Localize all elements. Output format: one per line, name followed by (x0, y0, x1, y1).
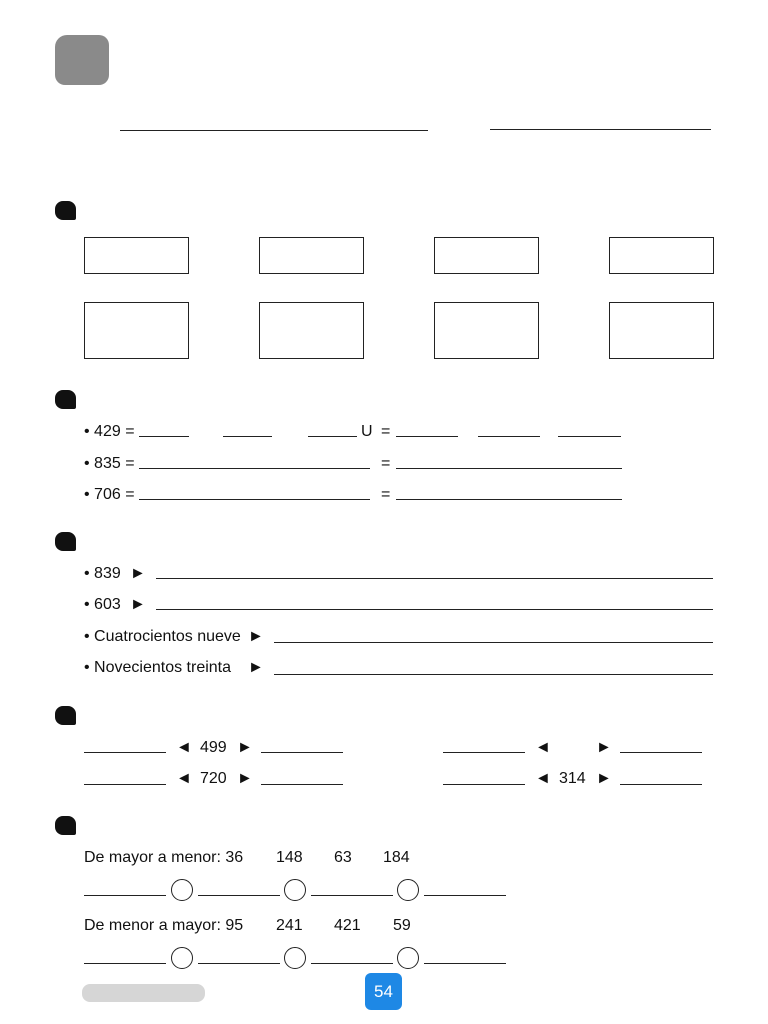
answer-line[interactable] (424, 895, 506, 896)
footer-bar (82, 984, 205, 1002)
answer-line[interactable] (274, 674, 713, 675)
equals-sign: = (381, 486, 391, 503)
answer-line[interactable] (198, 895, 280, 896)
comparison-circle[interactable] (397, 879, 419, 901)
answer-line[interactable] (139, 468, 370, 469)
order-number: 421 (334, 917, 361, 934)
order-label-ascending: De menor a mayor: 95 (84, 917, 244, 934)
answer-line[interactable] (424, 963, 506, 964)
unit-label: U (361, 423, 373, 440)
comparison-circle[interactable] (171, 947, 193, 969)
name-line[interactable] (120, 130, 428, 131)
order-number: 63 (334, 849, 352, 866)
arrow-right-icon: ► (596, 770, 612, 787)
number-499: 499 (200, 739, 227, 756)
arrow-right-icon: ► (130, 596, 146, 613)
number-429: • 429 = (84, 423, 135, 440)
answer-line[interactable] (84, 784, 166, 785)
arrow-left-icon: ◄ (176, 739, 192, 756)
order-number: 184 (383, 849, 410, 866)
comparison-circle[interactable] (397, 947, 419, 969)
answer-box[interactable] (259, 237, 364, 274)
answer-line[interactable] (84, 963, 166, 964)
arrow-right-icon: ► (596, 739, 612, 756)
comparison-circle[interactable] (284, 879, 306, 901)
answer-box[interactable] (434, 237, 539, 274)
answer-box[interactable] (609, 302, 714, 359)
date-line[interactable] (490, 129, 711, 130)
answer-line[interactable] (84, 752, 166, 753)
arrow-right-icon: ► (248, 659, 264, 676)
answer-box[interactable] (84, 237, 189, 274)
answer-line[interactable] (84, 895, 166, 896)
arrow-right-icon: ► (237, 739, 253, 756)
order-label-descending: De mayor a menor: 36 (84, 849, 244, 866)
item-cuatrocientos-nueve: • Cuatrocientos nueve (84, 628, 241, 645)
answer-line[interactable] (478, 436, 540, 437)
comparison-circle[interactable] (171, 879, 193, 901)
equals-sign: = (381, 423, 391, 440)
arrow-right-icon: ► (130, 565, 146, 582)
item-novecientos-treinta: • Novecientos treinta (84, 659, 232, 676)
answer-line[interactable] (620, 784, 702, 785)
number-835: • 835 = (84, 455, 135, 472)
exercise-2-bullet (55, 390, 76, 409)
answer-line[interactable] (261, 752, 343, 753)
answer-box[interactable] (609, 237, 714, 274)
item-603: • 603 (84, 596, 121, 613)
equals-sign: = (381, 455, 391, 472)
answer-line[interactable] (558, 436, 621, 437)
number-314: 314 (559, 770, 586, 787)
arrow-left-icon: ◄ (535, 770, 551, 787)
answer-line[interactable] (223, 436, 272, 437)
comparison-circle[interactable] (284, 947, 306, 969)
arrow-right-icon: ► (237, 770, 253, 787)
exercise-1-bullet (55, 201, 76, 220)
answer-box[interactable] (259, 302, 364, 359)
order-number: 59 (393, 917, 411, 934)
arrow-left-icon: ◄ (176, 770, 192, 787)
exercise-3-bullet (55, 532, 76, 551)
answer-line[interactable] (396, 468, 622, 469)
arrow-right-icon: ► (248, 628, 264, 645)
item-839: • 839 (84, 565, 121, 582)
page-number: 54 (365, 973, 402, 1010)
answer-line[interactable] (274, 642, 713, 643)
activity-number-badge (55, 35, 109, 85)
answer-line[interactable] (308, 436, 357, 437)
answer-line[interactable] (396, 499, 622, 500)
answer-line[interactable] (139, 499, 370, 500)
answer-line[interactable] (156, 578, 713, 579)
number-720: 720 (200, 770, 227, 787)
number-706: • 706 = (84, 486, 135, 503)
answer-line[interactable] (443, 784, 525, 785)
answer-line[interactable] (156, 609, 713, 610)
order-number: 241 (276, 917, 303, 934)
answer-line[interactable] (620, 752, 702, 753)
exercise-4-bullet (55, 706, 76, 725)
answer-line[interactable] (443, 752, 525, 753)
answer-line[interactable] (396, 436, 458, 437)
answer-line[interactable] (261, 784, 343, 785)
answer-line[interactable] (139, 436, 189, 437)
exercise-5-bullet (55, 816, 76, 835)
order-number: 148 (276, 849, 303, 866)
answer-box[interactable] (84, 302, 189, 359)
answer-line[interactable] (311, 963, 393, 964)
answer-line[interactable] (198, 963, 280, 964)
answer-line[interactable] (311, 895, 393, 896)
arrow-left-icon: ◄ (535, 739, 551, 756)
answer-box[interactable] (434, 302, 539, 359)
